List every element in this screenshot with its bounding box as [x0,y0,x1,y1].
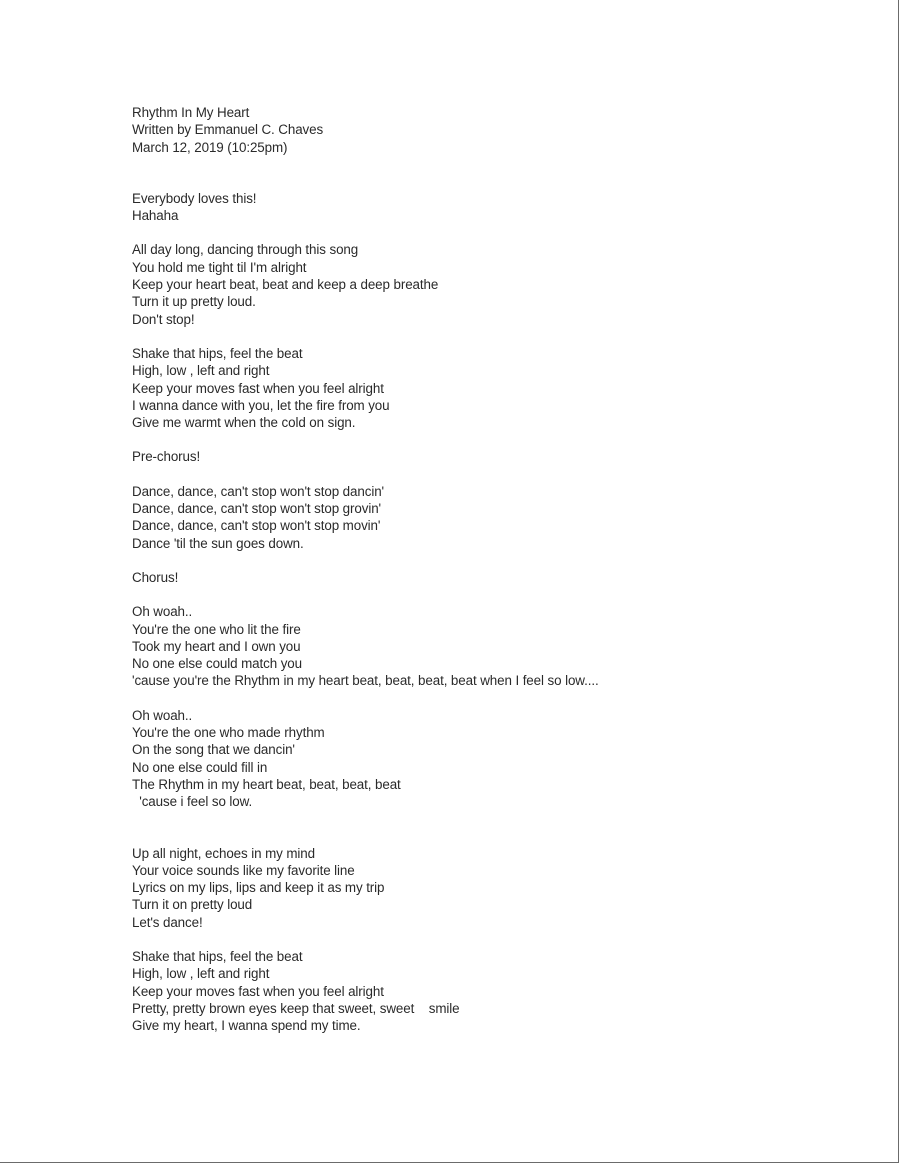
lyric-line: Turn it on pretty loud [132,897,253,913]
lyric-line: Dance, dance, can't stop won't stop movin' [132,518,381,534]
lyric-line: Up all night, echoes in my mind [132,845,315,861]
section-label-chorus: Chorus! [132,569,179,585]
lyric-line: All day long, dancing through this song [132,242,359,258]
lyric-line: Let's dance! [132,914,203,930]
song-date: March 12, 2019 (10:25pm) [132,139,288,155]
lyric-line: Your voice sounds like my favorite line [132,862,355,878]
prechorus [132,483,832,552]
lyric-line: Keep your heart beat, beat and keep a deep breathe [132,277,439,293]
verse-3 [132,845,832,931]
lyric-line: Lyrics on my lips, lips and keep it as my trip [132,880,385,896]
lyric-line: On the song that we dancin' [132,742,295,758]
lyric-line: Keep your moves fast when you feel alright [132,380,384,396]
lyric-line: Shake that hips, feel the beat [132,345,303,361]
lyric-line: Give me warmt when the cold on sign. [132,415,356,431]
lyric-line: You're the one who lit the fire [132,621,301,637]
lyric-line: 'cause you're the Rhythm in my heart beat, beat, beat, beat when I feel so low.... [132,673,599,689]
lyric-line: Oh woah.. [132,707,193,723]
lyric-line: Keep your moves fast when you feel alright [132,983,384,999]
prechorus-label-block [132,448,832,465]
document-header [132,104,832,156]
lyric-line: Dance, dance, can't stop won't stop grovin' [132,501,382,517]
lyric-line: No one else could fill in [132,759,268,775]
lyric-line: Pretty, pretty brown eyes keep that sweet, sweet smile [132,1000,460,1016]
lyric-line: Oh woah.. [132,604,193,620]
song-title: Rhythm In My Heart [132,105,250,120]
lyric-line: Took my heart and I own you [132,638,301,654]
lyric-line: High, low , left and right [132,966,270,982]
song-author: Written by Emmanuel C. Chaves [132,122,324,138]
lyric-line: No one else could match you [132,656,302,672]
verse-4 [132,948,832,1034]
lyric-line: Everybody loves this! [132,190,257,206]
chorus-label-block [132,569,832,586]
lyrics-content [132,104,832,1034]
lyric-line: I wanna dance with you, let the fire from you [132,397,390,413]
verse-2 [132,345,832,431]
chorus-1 [132,603,832,689]
lyric-line: Dance, dance, can't stop won't stop dancin' [132,483,384,499]
verse-1 [132,241,832,327]
lyric-line: The Rhythm in my heart beat, beat, beat, beat [132,776,401,792]
lyric-line: 'cause i feel so low. [132,794,253,810]
lyric-line: You're the one who made rhythm [132,725,325,741]
lyric-line: Hahaha [132,208,179,224]
chorus-2 [132,707,832,811]
lyric-line: Turn it up pretty loud. [132,294,256,310]
lyric-line: Shake that hips, feel the beat [132,948,303,964]
lyric-line: Dance 'til the sun goes down. [132,535,304,551]
lyric-line: You hold me tight til I'm alright [132,259,307,275]
section-label-prechorus: Pre-chorus! [132,449,201,465]
lyric-line: Don't stop! [132,311,195,327]
intro-block [132,190,832,225]
lyric-line: Give my heart, I wanna spend my time. [132,1018,361,1034]
lyric-line: High, low , left and right [132,363,270,379]
